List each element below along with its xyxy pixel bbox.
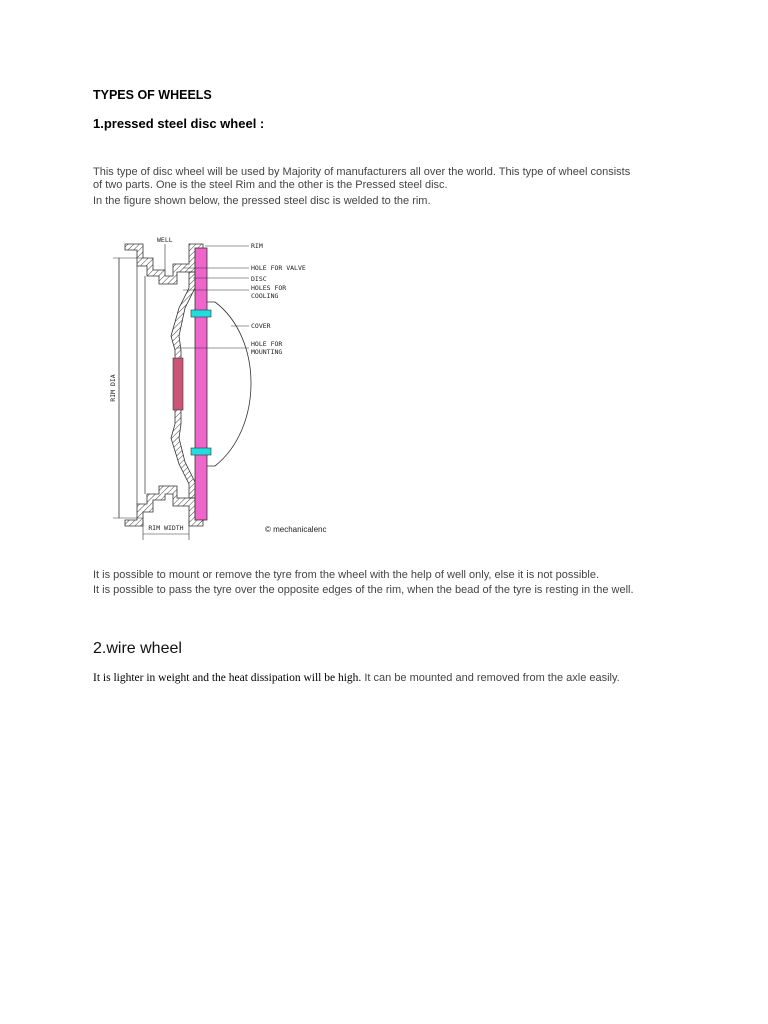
well-label: WELL <box>157 236 173 244</box>
holes-cooling-label-2: COOLING <box>251 292 279 300</box>
rim-pad <box>173 358 183 410</box>
section-1-paragraph-3: It is possible to mount or remove the tyre from the wheel with the help of well only, else it is not possible. <box>93 569 600 581</box>
valve-hole-top <box>191 310 211 317</box>
rim-label: RIM <box>251 242 263 250</box>
rim-width-dimension <box>143 520 189 540</box>
disc-label: DISC <box>251 275 267 283</box>
section-2-title: 2.wire wheel <box>93 640 182 657</box>
paragraph-1-line-2: of two parts. One is the steel Rim and the other is the Pressed steel disc. <box>93 178 448 191</box>
cover-outline <box>207 302 251 466</box>
section-1-title: 1.pressed steel disc wheel : <box>93 116 265 131</box>
hole-mounting-label-2: MOUNTING <box>251 348 283 356</box>
rim-width-label: RIM WIDTH <box>148 524 184 532</box>
section-2-text-sans: It can be mounted and removed from the axle easily. <box>361 672 620 684</box>
copyright-text: © mechanicalenc <box>265 525 327 534</box>
disc-plate <box>195 248 207 520</box>
page-heading: TYPES OF WHEELS <box>93 88 212 102</box>
holes-cooling-label-1: HOLES FOR <box>251 284 287 292</box>
section-1-paragraph-2: In the figure shown below, the pressed steel disc is welded to the rim. <box>93 195 431 207</box>
paragraph-1-line-1: This type of disc wheel will be used by Majority of manufacturers all over the world. This type of wheel consists <box>93 166 631 178</box>
rim-dia-dimension <box>109 258 143 518</box>
section-1-paragraph-4: It is possible to pass the tyre over the opposite edges of the rim, when the bead of the tyre is resting in the well. <box>93 584 634 596</box>
rim-dia-label: RIM DIA <box>109 374 117 402</box>
valve-hole-bottom <box>191 448 211 455</box>
section-2-paragraph <box>93 672 620 685</box>
hole-mounting-label-1: HOLE FOR <box>251 340 283 348</box>
cover-label: COVER <box>251 322 271 330</box>
wheel-diagram <box>93 228 329 544</box>
section-2-text-serif: It is lighter in weight and the heat dissipation will be high. <box>93 672 362 684</box>
section-1-paragraph-1 <box>93 166 630 191</box>
hole-for-valve-label: HOLE FOR VALVE <box>251 264 306 272</box>
